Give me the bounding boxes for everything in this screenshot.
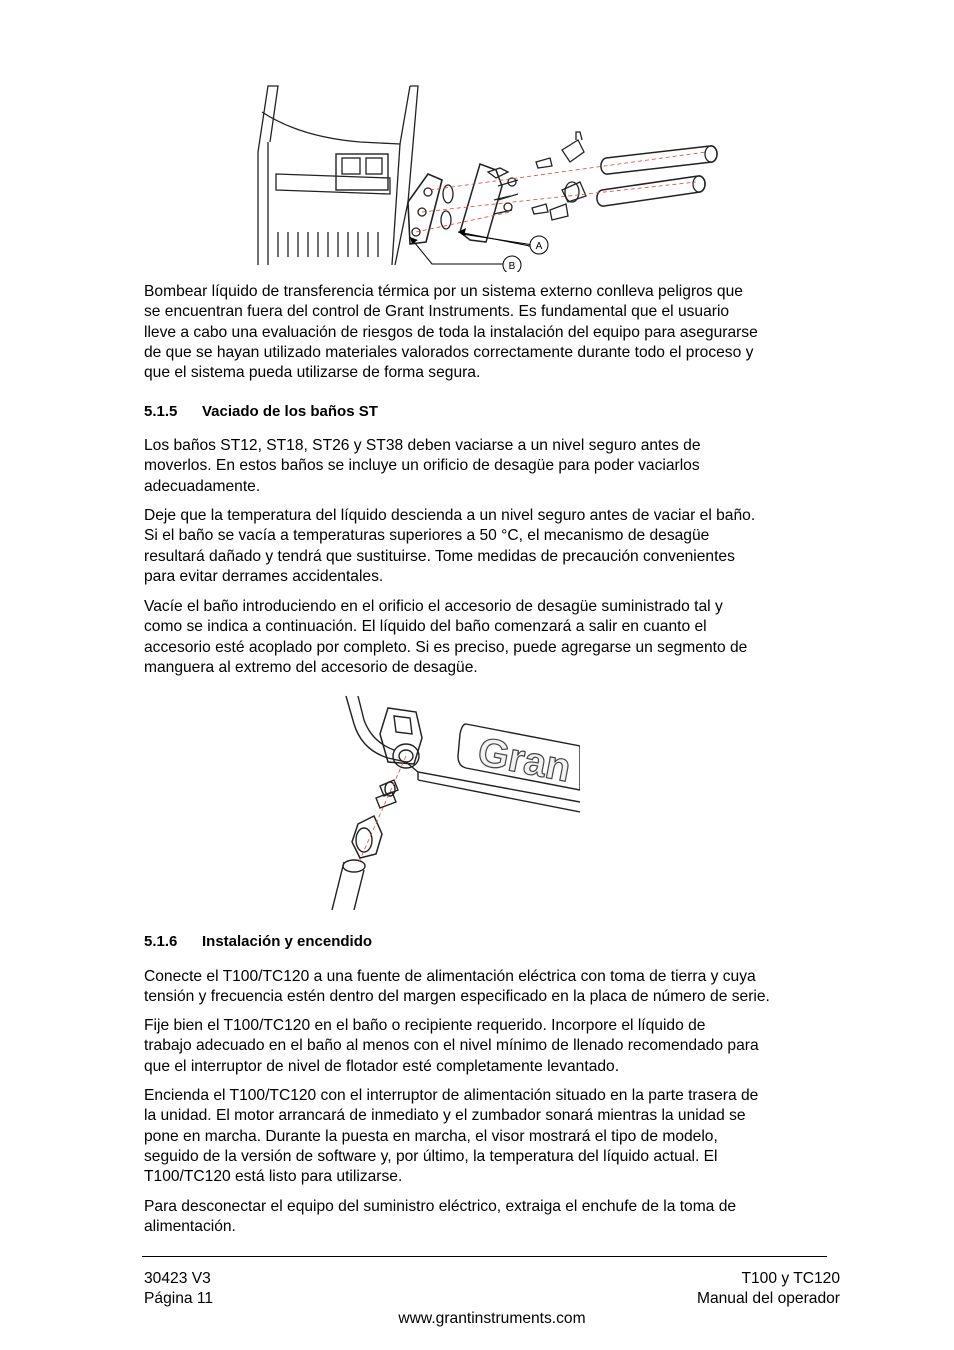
text-line: para evitar derrames accidentales. xyxy=(144,567,384,585)
footer-manual-title: Manual del operador xyxy=(696,1290,840,1307)
section-heading-516 xyxy=(144,933,372,950)
callout-b xyxy=(503,256,521,272)
text-line: que el interruptor de nivel de flotador esté completamente levantado. xyxy=(144,1057,620,1075)
text-line: Conecte el T100/TC120 a una fuente de alimentación eléctrica con toma de tierra y cuya xyxy=(144,968,756,985)
text-line: Fije bien el T100/TC120 en el baño o recipiente requerido. Incorpore el líquido de xyxy=(144,1017,706,1034)
section-heading-515 xyxy=(144,403,378,420)
section-number: 5.1.6 xyxy=(144,933,178,950)
paragraph-515-2 xyxy=(144,506,844,587)
text-line: T100/TC120 está listo para utilizarse. xyxy=(144,1168,403,1186)
svg-text:A: A xyxy=(535,241,543,252)
paragraph-516-1 xyxy=(144,967,844,1008)
intro-paragraph xyxy=(144,282,844,383)
text-line: lleve a cabo una evaluación de riesgos de toda la instalación del equipo para asegurarse xyxy=(144,323,758,341)
footer-left xyxy=(144,1269,213,1309)
text-line: adecuadamente. xyxy=(144,477,261,495)
section-number: 5.1.5 xyxy=(144,403,178,420)
text-line: tensión y frecuencia estén dentro del margen especificado en la placa de número de serie. xyxy=(144,988,770,1006)
text-line: que el sistema pueda utilizarse de forma segura. xyxy=(144,364,481,382)
text-line: trabajo adecuado en el baño al menos con el nivel mínimo de llenado recomendado para xyxy=(144,1037,759,1055)
text-line: Deje que la temperatura del líquido descienda a un nivel seguro antes de vaciar el baño. xyxy=(144,507,756,524)
footer-doc-code: 30423 V3 xyxy=(144,1270,211,1287)
text-line: Para desconectar el equipo del suministro eléctrico, extraiga el enchufe de la toma de xyxy=(144,1198,737,1215)
svg-text:B: B xyxy=(508,261,516,272)
text-line: se encuentran fuera del control de Grant Instruments. Es fundamental que el usuario xyxy=(144,303,730,321)
paragraph-515-3 xyxy=(144,597,844,678)
figure-external-connectors-diagram xyxy=(250,82,730,272)
text-line: manguera al extremo del accesorio de desagüe. xyxy=(144,658,478,676)
logo-text: Gran xyxy=(474,729,575,791)
text-line: como se indica a continuación. El líquido del baño comenzará a salir en cuanto el xyxy=(144,618,707,636)
paragraph-516-4 xyxy=(144,1197,844,1238)
text-line: de que se hayan utilizado materiales valorados correctamente durante todo el proceso y xyxy=(144,343,754,361)
callout-a xyxy=(530,236,548,254)
text-line: Bombear líquido de transferencia térmica por un sistema externo conlleva peligros que xyxy=(144,283,743,300)
text-line: Vacíe el baño introduciendo en el orificio el accesorio de desagüe suministrado tal y xyxy=(144,598,723,615)
text-line: accesorio esté acoplado por completo. Si es preciso, puede agregarse un segmento de xyxy=(144,638,748,656)
paragraph-515-1 xyxy=(144,436,844,497)
footer-divider xyxy=(142,1256,827,1257)
text-line: Encienda el T100/TC120 con el interruptor de alimentación situado en la parte trasera de xyxy=(144,1087,759,1104)
footer-page-number: Página 11 xyxy=(144,1290,214,1307)
text-line: Si el baño se vacía a temperaturas superiores a 50 °C, el mecanismo de desagüe xyxy=(144,527,710,545)
paragraph-516-3 xyxy=(144,1086,844,1187)
text-line: alimentación. xyxy=(144,1218,236,1236)
text-line: Los baños ST12, ST18, ST26 y ST38 deben vaciarse a un nivel seguro antes de xyxy=(144,437,701,454)
paragraph-516-2 xyxy=(144,1016,844,1077)
section-title: Vaciado de los baños ST xyxy=(202,403,378,420)
text-line: moverlos. En estos baños se incluye un orificio de desagüe para poder vaciarlos xyxy=(144,457,700,475)
figure-drain-fitting-diagram xyxy=(318,694,580,910)
text-line: seguido de la versión de software y, por último, la temperatura del líquido actual. El xyxy=(144,1147,718,1165)
section-title: Instalación y encendido xyxy=(202,933,373,950)
footer-website[interactable]: www.grantinstruments.com xyxy=(398,1310,586,1327)
text-line: la unidad. El motor arrancará de inmediato y el zumbador sonará mientras la unidad se xyxy=(144,1107,746,1125)
text-line: pone en marcha. Durante la puesta en marcha, el visor mostrará el tipo de modelo, xyxy=(144,1127,718,1145)
text-line: resultará dañado y tendrá que sustituirse. Tome medidas de precaución convenientes xyxy=(144,547,735,565)
footer-right xyxy=(697,1269,840,1309)
footer-product: T100 y TC120 xyxy=(741,1270,840,1287)
